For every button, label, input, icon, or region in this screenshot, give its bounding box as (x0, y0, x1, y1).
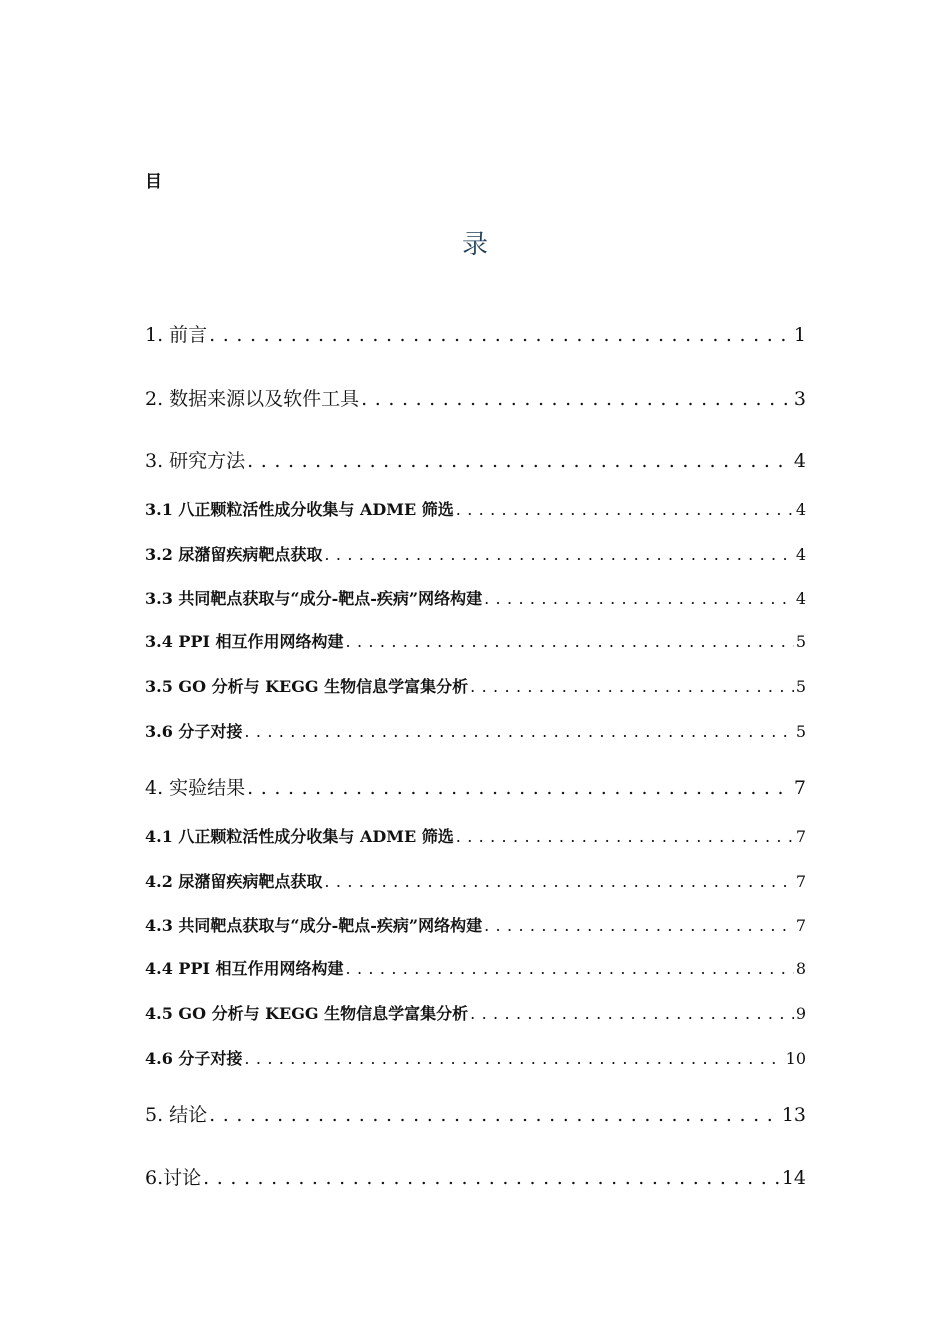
toc-entry-label: 3.4 PPI 相互作用网络构建 (145, 632, 344, 651)
toc-entry-3[interactable] (145, 446, 806, 473)
toc-entry-page: 7 (793, 777, 806, 799)
toc-entry-page: 5 (795, 632, 806, 651)
toc-entry-label: 4.5 GO 分析与 KEGG 生物信息学富集分析 (145, 1004, 469, 1023)
toc-entry-label: 4.4 PPI 相互作用网络构建 (145, 959, 344, 978)
toc-entry-page: 5 (795, 722, 806, 741)
toc-entry-page: 10 (785, 1049, 806, 1068)
toc-entry-4-5[interactable] (145, 1001, 806, 1024)
dot-leader (324, 872, 793, 891)
toc-entry-page: 4 (795, 545, 806, 564)
dot-leader (203, 1167, 780, 1189)
toc-entry-4[interactable] (145, 773, 806, 800)
toc-entry-page: 5 (795, 677, 806, 696)
toc-entry-1[interactable] (145, 320, 806, 347)
toc-entry-4-1[interactable] (145, 824, 806, 847)
toc-entry-label: 6.讨论 (145, 1167, 202, 1189)
toc-entry-3-6[interactable] (145, 719, 806, 742)
toc-entry-label: 4.2 尿潴留疾病靶点获取 (145, 872, 323, 891)
toc-entry-4-4[interactable] (145, 956, 806, 979)
toc-entry-label: 3. 研究方法 (145, 450, 246, 472)
dot-leader (247, 777, 792, 799)
toc-entry-3-3[interactable] (145, 586, 806, 609)
toc-entry-5[interactable] (145, 1100, 806, 1127)
toc-entry-page: 14 (781, 1167, 806, 1189)
toc-entry-label: 1. 前言 (145, 324, 208, 346)
toc-entry-page: 7 (795, 872, 806, 891)
dot-leader (456, 500, 794, 519)
toc-entry-page: 3 (793, 388, 806, 410)
toc-entry-3-2[interactable] (145, 542, 806, 565)
toc-entry-label: 4. 实验结果 (145, 777, 246, 799)
toc-entry-label: 3.2 尿潴留疾病靶点获取 (145, 545, 323, 564)
toc-entry-4-6[interactable] (145, 1046, 806, 1069)
toc-entry-label: 2. 数据来源以及软件工具 (145, 388, 360, 410)
dot-leader (470, 1004, 794, 1023)
toc-heading-char-1: 目 (145, 172, 162, 192)
toc-entry-page: 7 (795, 916, 806, 935)
toc-entry-label: 3.6 分子对接 (145, 722, 243, 741)
dot-leader (346, 959, 794, 978)
dot-leader (484, 916, 794, 935)
toc-entry-page: 4 (795, 500, 806, 519)
toc-entry-page: 4 (793, 450, 806, 472)
toc-entry-label: 5. 结论 (145, 1104, 208, 1126)
table-of-contents (145, 0, 806, 1344)
toc-entry-label: 3.5 GO 分析与 KEGG 生物信息学富集分析 (145, 677, 469, 696)
dot-leader (484, 589, 794, 608)
toc-entry-page: 7 (795, 827, 806, 846)
dot-leader (324, 545, 793, 564)
dot-leader (346, 632, 794, 651)
toc-entry-page: 9 (795, 1004, 806, 1023)
toc-entry-3-4[interactable] (145, 629, 806, 652)
dot-leader (244, 1049, 783, 1068)
toc-entry-label: 4.1 八正颗粒活性成分收集与 ADME 筛选 (145, 827, 454, 846)
toc-entry-page: 8 (795, 959, 806, 978)
toc-entry-3-1[interactable] (145, 497, 806, 520)
dot-leader (456, 827, 794, 846)
dot-leader (361, 388, 792, 410)
toc-entry-2[interactable] (145, 384, 806, 411)
dot-leader (470, 677, 794, 696)
toc-entry-4-2[interactable] (145, 869, 806, 892)
toc-entry-label: 3.3 共同靶点获取与“成分-靶点-疾病”网络构建 (145, 589, 483, 608)
dot-leader (209, 324, 792, 346)
toc-entry-label: 4.6 分子对接 (145, 1049, 243, 1068)
toc-entry-label: 3.1 八正颗粒活性成分收集与 ADME 筛选 (145, 500, 454, 519)
toc-heading-char-2: 录 (461, 230, 488, 260)
dot-leader (247, 450, 792, 472)
toc-entry-6[interactable] (145, 1163, 806, 1190)
toc-entry-page: 4 (795, 589, 806, 608)
dot-leader (244, 722, 793, 741)
dot-leader (209, 1104, 780, 1126)
toc-entry-4-3[interactable] (145, 913, 806, 936)
toc-entry-page: 13 (781, 1104, 806, 1126)
toc-entry-3-5[interactable] (145, 674, 806, 697)
toc-entry-label: 4.3 共同靶点获取与“成分-靶点-疾病”网络构建 (145, 916, 483, 935)
toc-entry-page: 1 (793, 324, 806, 346)
